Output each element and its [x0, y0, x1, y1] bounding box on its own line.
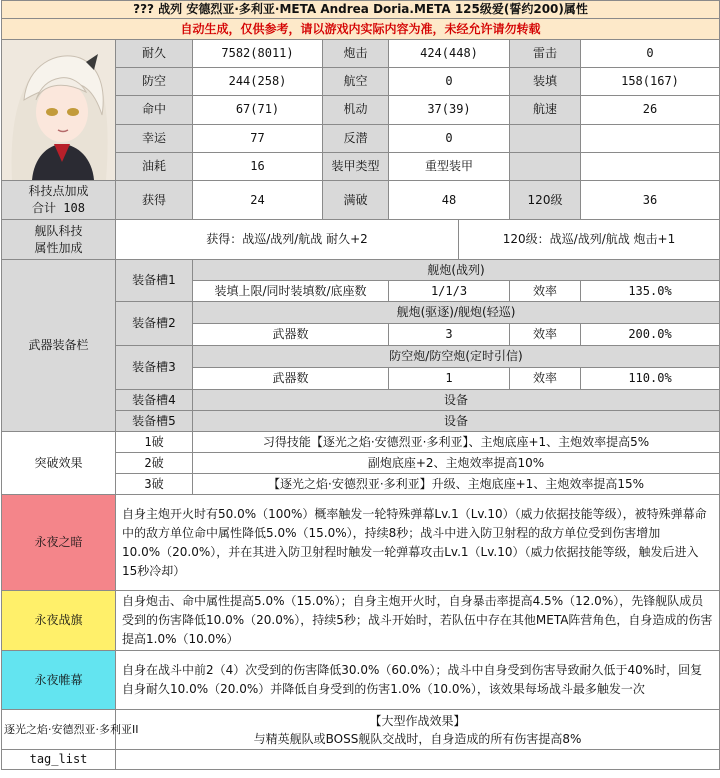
slot-type: 设备 — [193, 390, 720, 411]
tech-lv120-label: 120级 — [510, 181, 581, 220]
stat-label: 装填 — [510, 68, 581, 96]
stat-label: 炮击 — [323, 40, 389, 68]
breakthrough-text: 习得技能【逐光之焰·安德烈亚·多利亚】、主炮底座+1、主炮效率提高5% — [193, 432, 720, 453]
tech-lv120-value: 36 — [581, 181, 720, 220]
ship-portrait — [2, 40, 116, 181]
stat-label: 幸运 — [116, 124, 193, 152]
slot-efficiency-value: 110.0% — [581, 368, 720, 390]
slot-efficiency-label: 效率 — [510, 368, 581, 390]
slot-name: 装备槽5 — [116, 411, 193, 432]
slot-type: 设备 — [193, 411, 720, 432]
breakthrough-header: 突破效果 — [2, 432, 116, 495]
stat-label: 机动 — [323, 96, 389, 124]
skill-name: 逐光之焰·安德烈亚·多利亚II — [2, 710, 116, 750]
skill-name: 永夜战旗 — [2, 591, 116, 651]
slot-stat-value: 3 — [389, 324, 510, 346]
tech-obtain-label: 获得 — [116, 181, 193, 220]
slot-efficiency-value: 200.0% — [581, 324, 720, 346]
tech-obtain-value: 24 — [193, 181, 323, 220]
stat-label: 航空 — [323, 68, 389, 96]
stat-value: 77 — [193, 124, 323, 152]
stat-value: 37(39) — [389, 96, 510, 124]
slot-type: 舰炮(战列) — [193, 260, 720, 281]
stat-label: 反潜 — [323, 124, 389, 152]
slot-type: 防空炮/防空炮(定时引信) — [193, 346, 720, 368]
slot-stat-label: 武器数 — [193, 324, 389, 346]
skill-effect-text: 与精英舰队或BOSS舰队交战时，自身造成的所有伤害提高8% — [253, 731, 582, 746]
stat-label: 命中 — [116, 96, 193, 124]
slot-name: 装备槽2 — [116, 302, 193, 346]
breakthrough-text: 【逐光之焰·安德烈亚·多利亚】升级、主炮底座+1、主炮效率提高15% — [193, 474, 720, 495]
fleet-tech-header — [2, 220, 116, 260]
stat-label: 耐久 — [116, 40, 193, 68]
skill-description: 自身炮击、命中属性提高5.0%（15.0%）；自身主炮开火时，自身暴击率提高4.5%（12.0%），先锋舰队成员受到的伤害降低10.0%（20.0%），持续5秒；战斗开始时，若队伍中存在其他META阵营角色，自身造成的伤害提高1.0%（10.0%） — [116, 591, 720, 651]
breakthrough-level: 3破 — [116, 474, 193, 495]
tech-points-total: 合计 108 — [32, 201, 85, 215]
stat-label: 防空 — [116, 68, 193, 96]
tag-list-label: tag_list — [2, 750, 116, 770]
skill-name: 永夜之暗 — [2, 495, 116, 591]
stat-value: 67(71) — [193, 96, 323, 124]
fleet-tech-title-2: 属性加成 — [34, 240, 83, 255]
slot-name: 装备槽4 — [116, 390, 193, 411]
tech-full-label: 满破 — [323, 181, 389, 220]
stat-label: 装甲类型 — [323, 152, 389, 180]
breakthrough-text: 副炮底座+2、主炮效率提高10% — [193, 453, 720, 474]
stat-value: 重型装甲 — [389, 152, 510, 180]
weapons-header: 武器装备栏 — [2, 260, 116, 432]
stat-empty-label — [510, 124, 581, 152]
breakthrough-level: 2破 — [116, 453, 193, 474]
stat-label: 雷击 — [510, 40, 581, 68]
slot-name: 装备槽1 — [116, 260, 193, 302]
stat-empty-value — [581, 124, 720, 152]
stat-label: 油耗 — [116, 152, 193, 180]
skill-description: 自身在战斗中前2（4）次受到的伤害降低30.0%（60.0%）；战斗中自身受到伤害导致耐久低于40%时，回复自身耐久10.0%（20.0%）并降低自身受到的伤害1.0%（10.0%），该效果每场战斗最多触发一次 — [116, 651, 720, 710]
ship-portrait-image — [2, 40, 115, 180]
stat-value: 158(167) — [581, 68, 720, 96]
slot-stat-value: 1 — [389, 368, 510, 390]
stat-empty-label — [510, 152, 581, 180]
skill-effect-title: 【大型作战效果】 — [369, 713, 466, 728]
slot-stat-label: 装填上限/同时装填数/底座数 — [193, 281, 389, 302]
tech-points-header — [2, 181, 116, 220]
fleet-tech-lv120: 120级：战巡/战列/航战 炮击+1 — [459, 220, 720, 260]
stat-value: 0 — [389, 68, 510, 96]
slot-name: 装备槽3 — [116, 346, 193, 390]
breakthrough-level: 1破 — [116, 432, 193, 453]
page-title: ??? 战列 安德烈亚·多利亚·META Andrea Doria.META 125级爱(誓约200)属性 — [2, 1, 720, 19]
stat-value: 16 — [193, 152, 323, 180]
tech-points-title: 科技点加成 — [28, 184, 89, 198]
skill-description — [116, 710, 720, 750]
tech-full-value: 48 — [389, 181, 510, 220]
stat-value: 0 — [581, 40, 720, 68]
ship-stats-table — [1, 0, 720, 770]
disclaimer-notice: 自动生成，仅供参考，请以游戏内实际内容为准，未经允许请勿转载 — [2, 19, 720, 40]
stat-label: 航速 — [510, 96, 581, 124]
slot-efficiency-label: 效率 — [510, 324, 581, 346]
slot-stat-value: 1/1/3 — [389, 281, 510, 302]
slot-stat-label: 武器数 — [193, 368, 389, 390]
stat-value: 7582(8011) — [193, 40, 323, 68]
skill-description: 自身主炮开火时有50.0%（100%）概率触发一轮特殊弹幕Lv.1（Lv.10）（威力依据技能等级），被特殊弹幕命中的敌方单位命中属性降低5.0%（15.0%），持续8秒；战斗中进入防卫射程的敌方单位受到伤害增加10.0%（20.0%），并在其进入防卫射程时触发一轮弹幕攻击Lv.1（Lv.10）（威力依据技能等级，触发后进入15秒冷却） — [116, 495, 720, 591]
stat-value: 424(448) — [389, 40, 510, 68]
stat-value: 244(258) — [193, 68, 323, 96]
tag-list-value — [116, 750, 720, 770]
stat-empty-value — [581, 152, 720, 180]
slot-efficiency-value: 135.0% — [581, 281, 720, 302]
stat-value: 0 — [389, 124, 510, 152]
fleet-tech-title-1: 舰队科技 — [34, 223, 83, 238]
fleet-tech-obtain: 获得：战巡/战列/航战 耐久+2 — [116, 220, 459, 260]
slot-type: 舰炮(驱逐)/舰炮(轻巡) — [193, 302, 720, 324]
stat-value: 26 — [581, 96, 720, 124]
skill-name: 永夜帷幕 — [2, 651, 116, 710]
slot-efficiency-label: 效率 — [510, 281, 581, 302]
